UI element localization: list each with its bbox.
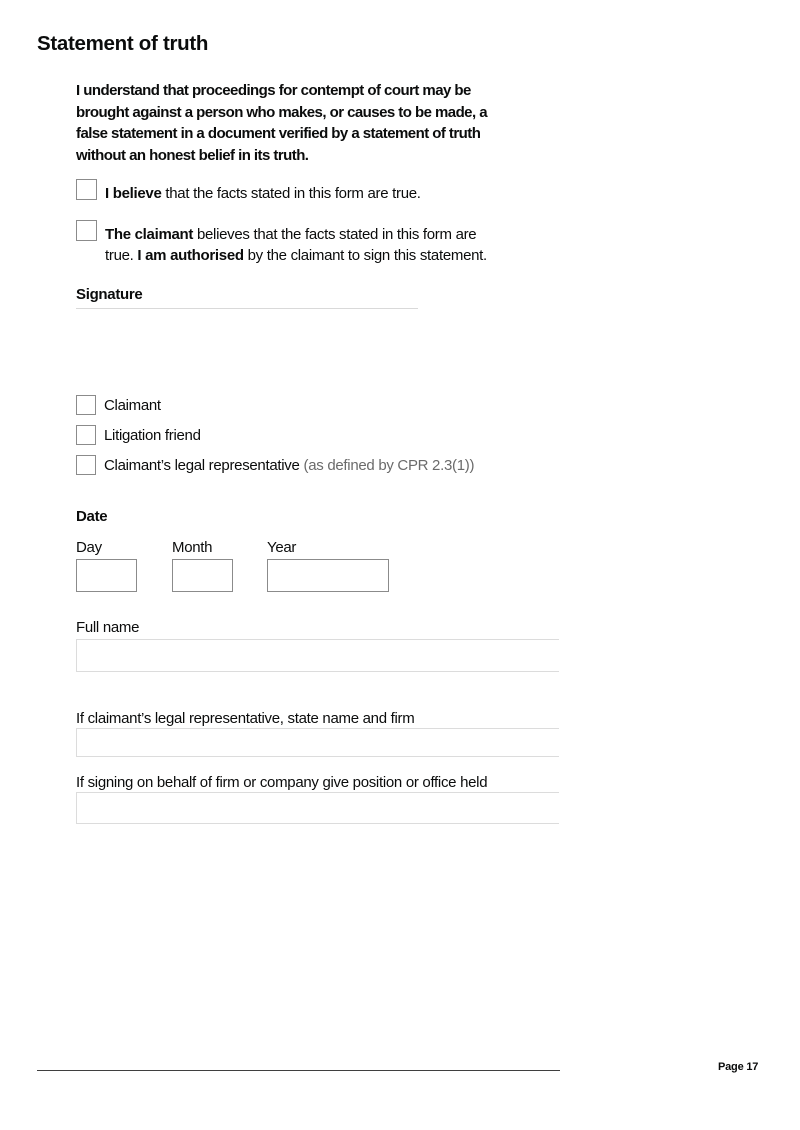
- year-label: Year: [267, 539, 297, 556]
- date-label: Date: [76, 508, 108, 525]
- contempt-warning-text: [76, 80, 487, 166]
- representative-name-firm-label: If claimant’s legal representative, state name and firm: [76, 710, 415, 727]
- i-believe-checkbox[interactable]: [76, 179, 97, 200]
- footer-rule: [37, 1070, 560, 1071]
- day-input[interactable]: [76, 559, 137, 592]
- intro-line: brought against a person who makes, or causes to be made, a: [76, 103, 488, 121]
- position-office-held-input[interactable]: [76, 792, 559, 824]
- intro-line: false statement in a document verified by a statement of truth: [76, 125, 481, 143]
- full-name-input[interactable]: [76, 639, 559, 672]
- belief-option-row: [76, 179, 421, 205]
- claimant-believes-label: The claimant believes that the facts stated in this form are true. I am authorised by the claimant to sign this statement.: [105, 226, 487, 264]
- signatory-option-row: [76, 425, 201, 445]
- month-label: Month: [172, 539, 213, 556]
- signature-input[interactable]: [76, 308, 418, 394]
- signature-label: Signature: [76, 286, 143, 303]
- legal-representative-label: Claimant’s legal representative (as defined by CPR 2.3(1)): [104, 457, 475, 474]
- litigation-friend-label: Litigation friend: [104, 427, 201, 444]
- representative-name-firm-input[interactable]: [76, 728, 559, 757]
- litigation-friend-checkbox[interactable]: [76, 425, 96, 445]
- position-office-held-label: If signing on behalf of firm or company give position or office held: [76, 774, 488, 791]
- page-title: Statement of truth: [37, 32, 209, 55]
- intro-line: I understand that proceedings for contempt of court may be: [76, 82, 471, 99]
- cpr-definition-note: (as defined by CPR 2.3(1)): [303, 457, 475, 474]
- day-label: Day: [76, 539, 102, 556]
- full-name-label: Full name: [76, 619, 140, 636]
- claimant-checkbox[interactable]: [76, 395, 96, 415]
- i-believe-label: I believe that the facts stated in this form are true.: [105, 185, 421, 202]
- claimant-label: Claimant: [104, 397, 161, 414]
- claimant-believes-option-row: [76, 220, 487, 266]
- month-input[interactable]: [172, 559, 233, 592]
- signatory-option-row: [76, 395, 161, 415]
- intro-line: without an honest belief in its truth.: [76, 146, 309, 164]
- signatory-option-row: [76, 455, 474, 475]
- page-number: Page 17: [718, 1061, 759, 1073]
- year-input[interactable]: [267, 559, 389, 592]
- legal-representative-checkbox[interactable]: [76, 455, 96, 475]
- claimant-believes-checkbox[interactable]: [76, 220, 97, 241]
